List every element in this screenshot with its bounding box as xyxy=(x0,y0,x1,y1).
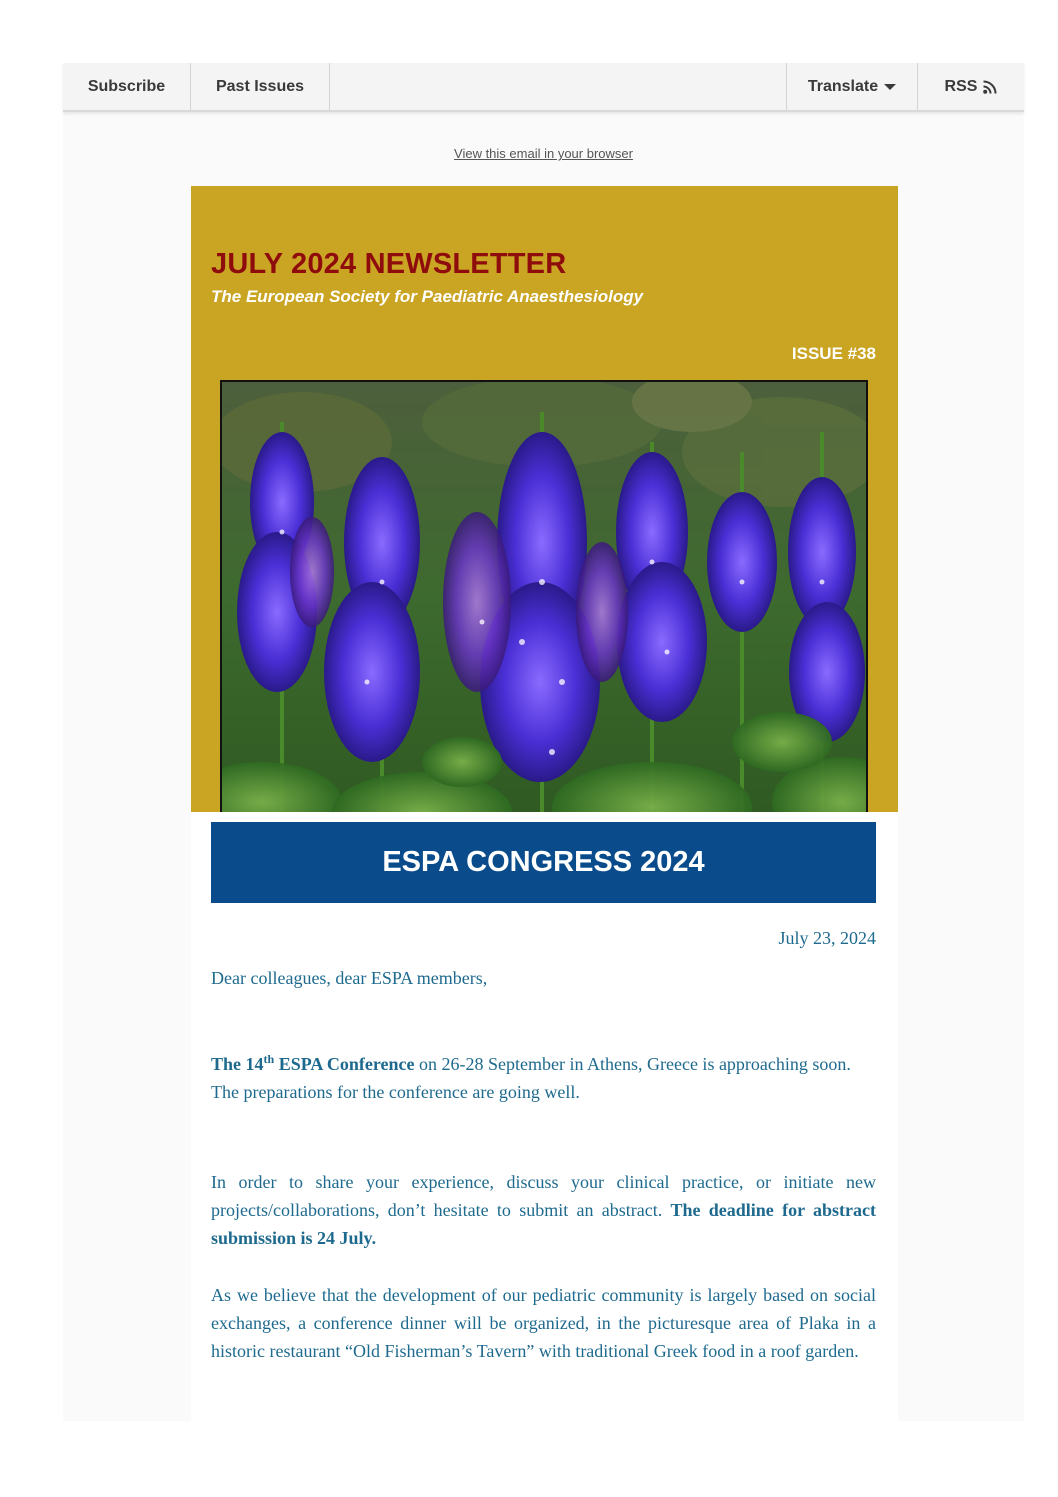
rss-icon xyxy=(983,80,997,94)
letter-date: July 23, 2024 xyxy=(778,928,876,948)
newsletter-subtitle: The European Society for Paediatric Anaesthesiology xyxy=(211,287,644,306)
letter-greeting: Dear colleagues, dear ESPA members, xyxy=(211,968,488,988)
subscribe-label: Subscribe xyxy=(87,77,166,95)
rss-link[interactable] xyxy=(918,63,1024,110)
hero-image-delphinium-flowers xyxy=(220,380,868,812)
abstract-text: In order to share your experience, discuss your clinical practice, or initiate new projects/collaborations, don’t hesitate to submit an abstract. xyxy=(211,1172,876,1220)
paragraph-dinner: As we believe that the development of our pediatric community is largely based on social exchanges, a conference dinner will be organized, in the picturesque area of Plaka in a historic restaurant “Old Fisherman’s Tavern” with traditional Greek food in a roof garden. xyxy=(211,1285,876,1361)
subscribe-link[interactable] xyxy=(63,63,191,110)
conference-name-a: The 14 xyxy=(211,1054,264,1074)
paragraph-abstract xyxy=(211,1168,876,1252)
past-issues-link[interactable] xyxy=(191,63,330,110)
email-container xyxy=(63,63,1024,1421)
caret-down-icon xyxy=(884,84,896,90)
paragraph-conference xyxy=(211,1050,876,1106)
translate-dropdown[interactable] xyxy=(786,63,918,110)
conference-name-b: ESPA Conference xyxy=(274,1054,415,1074)
top-navbar xyxy=(63,63,1024,112)
preparations-text: The preparations for the conference are going well. xyxy=(211,1082,580,1102)
issue-number: ISSUE #38 xyxy=(791,344,876,363)
conference-details: on 26-28 September in Athens, Greece is approaching soon. xyxy=(414,1054,851,1074)
rss-label: RSS xyxy=(944,77,978,95)
translate-label: Translate xyxy=(807,77,879,95)
newsletter-header xyxy=(191,186,898,812)
view-in-browser-link[interactable]: View this email in your browser xyxy=(454,146,633,161)
congress-banner-title: ESPA CONGRESS 2024 xyxy=(382,846,705,878)
ordinal-suffix: th xyxy=(263,1052,275,1066)
congress-banner xyxy=(211,822,876,903)
newsletter-title: JULY 2024 NEWSLETTER xyxy=(211,248,567,280)
past-issues-label: Past Issues xyxy=(215,77,305,95)
abstract-deadline: The deadline for abstract submission is 24 July. xyxy=(211,1200,876,1248)
newsletter-content xyxy=(191,812,898,1421)
